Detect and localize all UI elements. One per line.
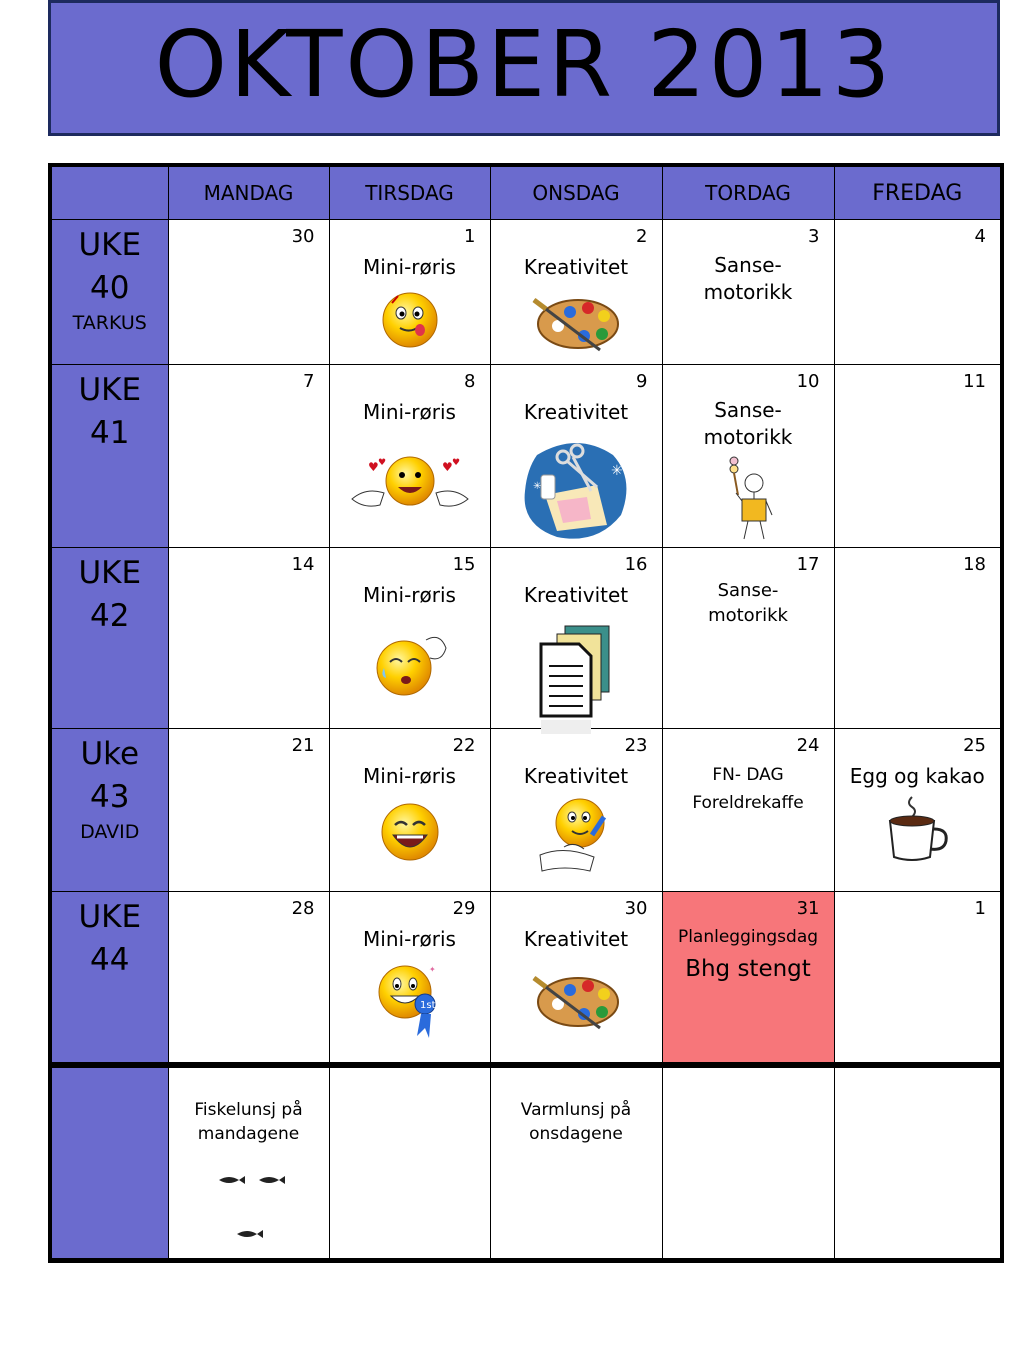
- header-corner: [50, 165, 168, 220]
- laughing-smiley-icon: [330, 801, 490, 867]
- day-cell: [490, 220, 662, 365]
- day-number: 7: [303, 371, 315, 392]
- week-label-cell: [50, 729, 168, 892]
- day-number: 29: [452, 898, 476, 919]
- day-cell: [329, 365, 490, 548]
- monday-lunch-note: Fiskelunsj på mandagene: [194, 1100, 303, 1144]
- coffee-cup-icon: [835, 793, 1001, 869]
- svg-text:♥: ♥: [377, 458, 386, 468]
- day-number: 23: [624, 735, 648, 756]
- svg-text:1st: 1st: [419, 1000, 435, 1011]
- day-cell: [168, 729, 329, 892]
- day-cell: [490, 365, 662, 548]
- ribbon-smiley-icon: [330, 962, 490, 1046]
- day-number: 21: [291, 735, 315, 756]
- wednesday-lunch-note: Varmlunsj på onsdagene: [520, 1100, 632, 1144]
- week-label: Uke 43: [80, 736, 140, 815]
- day-cell: [834, 729, 1002, 892]
- svg-text:♥: ♥: [441, 460, 453, 474]
- day-number: 31: [796, 898, 820, 919]
- day-cell: [490, 548, 662, 729]
- day-number: 25: [963, 735, 986, 756]
- day-cell: [329, 892, 490, 1066]
- day-number: 1: [464, 226, 476, 247]
- week-row: [50, 729, 1002, 892]
- week-row: [50, 892, 1002, 1066]
- header-mandag: MANDAG: [168, 165, 329, 220]
- tongue-smiley-icon: [330, 288, 490, 352]
- week-responsible: TARKUS: [72, 312, 147, 334]
- notes-cell: [834, 1065, 1002, 1261]
- day-cell: [329, 548, 490, 729]
- svg-text:✦: ✦: [428, 965, 436, 974]
- week-label: UKE 44: [78, 899, 142, 978]
- day-cell: [834, 892, 1002, 1066]
- week-label-cell: [50, 892, 168, 1066]
- day-number: 10: [796, 371, 820, 392]
- day-cell: [834, 365, 1002, 548]
- week-label: UKE 41: [78, 372, 142, 451]
- day-number: 8: [464, 371, 476, 392]
- notes-cell-wednesday: [490, 1065, 662, 1261]
- paint-palette-icon: [491, 290, 662, 358]
- svg-text:✳: ✳: [533, 481, 542, 492]
- page-title-box: [48, 0, 1000, 136]
- activity-label: Mini-røris: [363, 583, 456, 607]
- notes-cell: [329, 1065, 490, 1261]
- svg-text:✳: ✳: [611, 463, 623, 479]
- day-number: 11: [963, 371, 986, 392]
- svg-text:♥: ♥: [451, 458, 460, 468]
- notes-cell: [662, 1065, 834, 1261]
- day-number: 1: [974, 898, 986, 919]
- day-cell: [329, 220, 490, 365]
- day-number: 22: [452, 735, 476, 756]
- day-number: 24: [796, 735, 820, 756]
- week-label: UKE 42: [78, 555, 142, 634]
- activity-label: Sanse- motorikk: [708, 580, 788, 626]
- day-cell-closed: [662, 892, 834, 1066]
- day-cell: [834, 548, 1002, 729]
- week-row: [50, 365, 1002, 548]
- day-number: 4: [974, 226, 986, 247]
- closed-label: Bhg stengt: [685, 956, 811, 982]
- activity-label: Kreativitet: [523, 255, 629, 279]
- fish-icon: [169, 1164, 329, 1248]
- scissors-glue-icon: [491, 435, 662, 549]
- header-tordag: TORDAG: [662, 165, 834, 220]
- activity-label: Kreativitet: [523, 764, 629, 788]
- activity-label: Kreativitet: [523, 927, 629, 951]
- activity-label: Mini-røris: [363, 927, 456, 951]
- day-number: 3: [808, 226, 820, 247]
- day-cell: [834, 220, 1002, 365]
- week-label-cell: [50, 220, 168, 365]
- day-number: 2: [636, 226, 648, 247]
- activity-label: Mini-røris: [363, 764, 456, 788]
- activity-label: Mini-røris: [363, 255, 456, 279]
- day-number: 15: [452, 554, 476, 575]
- day-cell: [168, 220, 329, 365]
- day-cell: [662, 220, 834, 365]
- day-cell: [168, 892, 329, 1066]
- week-row: [50, 548, 1002, 729]
- calendar-table: [48, 163, 1004, 1263]
- activity-label: Kreativitet: [523, 400, 629, 424]
- day-number: 14: [291, 554, 315, 575]
- week-label-cell: [50, 548, 168, 729]
- day-number: 18: [963, 554, 986, 575]
- header-fredag: FREDAG: [834, 165, 1002, 220]
- ice-cream-figure-icon: [663, 455, 834, 549]
- paint-palette-icon: [491, 968, 662, 1036]
- notes-label-cell: [50, 1065, 168, 1261]
- week-responsible: DAVID: [80, 821, 140, 843]
- activity-label: Sanse- motorikk: [703, 253, 793, 304]
- activity-label: Kreativitet: [523, 583, 629, 607]
- day-number: 28: [291, 898, 315, 919]
- day-number: 30: [291, 226, 315, 247]
- hearts-smiley-icon: [330, 453, 490, 519]
- activity-label: Mini-røris: [363, 400, 456, 424]
- activity-label: Sanse- motorikk: [703, 398, 793, 449]
- day-number: 9: [636, 371, 648, 392]
- day-cell: [662, 729, 834, 892]
- writing-smiley-icon: [491, 795, 662, 879]
- notes-row: [50, 1065, 1002, 1261]
- documents-icon: [491, 620, 662, 744]
- calendar-header-row: [50, 165, 1002, 220]
- week-label-cell: [50, 365, 168, 548]
- activity-label: Planleggingsdag: [677, 927, 819, 947]
- day-number: 16: [624, 554, 648, 575]
- notes-cell-monday: [168, 1065, 329, 1261]
- header-onsdag: ONSDAG: [490, 165, 662, 220]
- day-cell: [662, 548, 834, 729]
- header-tirsdag: TIRSDAG: [329, 165, 490, 220]
- day-cell: [662, 365, 834, 548]
- day-cell: [329, 729, 490, 892]
- day-number: 17: [796, 554, 820, 575]
- day-cell: [168, 365, 329, 548]
- day-cell: [490, 892, 662, 1066]
- sweating-smiley-icon: [330, 628, 490, 702]
- page-title: OKTOBER 2013: [154, 11, 894, 118]
- day-number: 30: [624, 898, 648, 919]
- activity-label: FN- DAG Foreldrekaffe: [692, 765, 804, 813]
- activity-label: Egg og kakao: [849, 764, 985, 788]
- svg-text:♥: ♥: [367, 460, 379, 474]
- week-label: UKE 40: [78, 227, 142, 306]
- week-row: [50, 220, 1002, 365]
- day-cell: [168, 548, 329, 729]
- day-cell: [490, 729, 662, 892]
